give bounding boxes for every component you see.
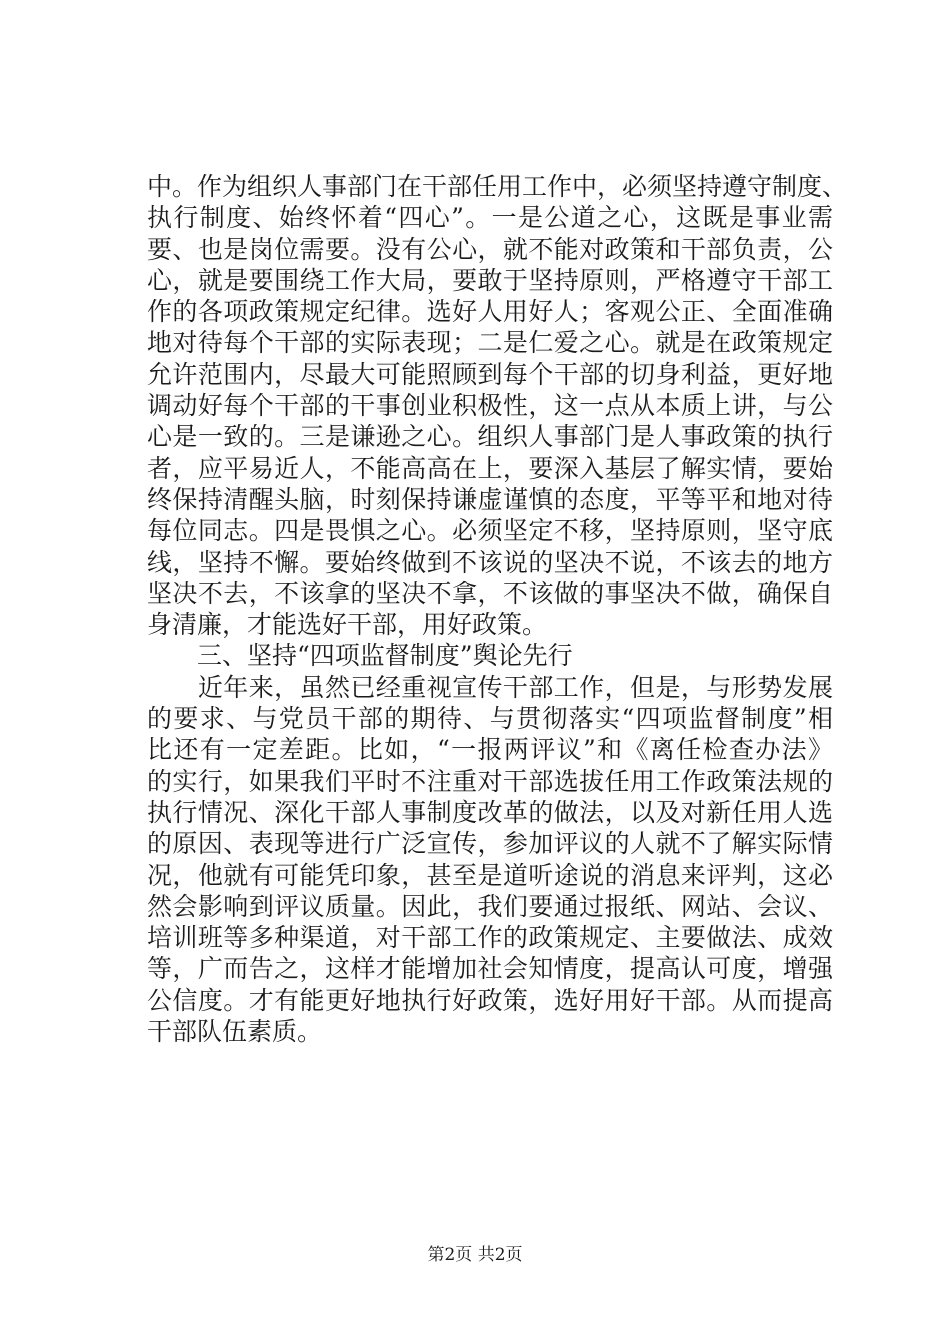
text-line: 然会影响到评议质量。因此，我们要通过报纸、网站、会议、 [147, 891, 833, 921]
text-line: 况，他就有可能凭印象，甚至是道听途说的消息来评判，这必 [147, 860, 833, 890]
text-line: 的原因、表现等进行广泛宣传，参加评议的人就不了解实际情 [147, 829, 833, 859]
text-line: 心是一致的。三是谦逊之心。组织人事部门是人事政策的执行 [147, 422, 833, 452]
page-number: 第2页 共2页 [427, 1245, 523, 1265]
section-heading [147, 640, 833, 671]
text-line: 调动好每个干部的干事创业积极性，这一点从本质上讲，与公 [147, 391, 833, 421]
text-line: 终保持清醒头脑，时刻保持谦虚谨慎的态度，平等平和地对待 [147, 484, 833, 514]
text-line: 比还有一定差距。比如，“一报两评议”和《离任检查办法》 [147, 735, 833, 765]
page-footer [0, 1245, 950, 1265]
text-line: 地对待每个干部的实际表现；二是仁爱之心。就是在政策规定 [147, 328, 833, 358]
text-line: 的实行，如果我们平时不注重对干部选拔任用工作政策法规的 [147, 766, 833, 796]
text-line: 每位同志。四是畏惧之心。必须坚定不移，坚持原则，坚守底 [147, 516, 833, 546]
text-line: 允许范围内，尽最大可能照顾到每个干部的切身利益，更好地 [147, 359, 833, 389]
text-line: 线，坚持不懈。要始终做到不该说的坚决不说，不该去的地方 [147, 547, 833, 577]
text-line: 等，广而告之，这样才能增加社会知情度，提高认可度，增强 [147, 954, 833, 984]
text-line: 要、也是岗位需要。没有公心，就不能对政策和干部负责，公 [147, 234, 833, 264]
text-line: 干部队伍素质。 [147, 1017, 323, 1047]
text-line: 心，就是要围绕工作大局，要敢于坚持原则，严格遵守干部工 [147, 265, 833, 295]
text-line: 中。作为组织人事部门在干部任用工作中，必须坚持遵守制度、 [147, 172, 848, 201]
text-line: 者，应平易近人，不能高高在上，要深入基层了解实情，要始 [147, 453, 833, 483]
text-line: 身清廉，才能选好干部，用好政策。 [147, 610, 548, 640]
text-line: 的要求、与党员干部的期待、与贯彻落实“四项监督制度”相 [147, 704, 833, 734]
text-line: 近年来，虽然已经重视宣传干部工作，但是，与形势发展 [147, 672, 833, 702]
text-line: 执行情况、深化干部人事制度改革的做法，以及对新任用人选 [147, 797, 833, 827]
text-line: 作的各项政策规定纪律。选好人用好人；客观公正、全面准确 [147, 297, 833, 327]
text-line: 执行制度、始终怀着“四心”。一是公道之心，这既是事业需 [147, 203, 833, 233]
document-body [147, 171, 848, 1047]
paragraph-1 [147, 171, 848, 640]
paragraph-2 [147, 672, 833, 1048]
text-line: 坚决不去，不该拿的坚决不拿，不该做的事坚决不做，确保自 [147, 578, 833, 608]
section-heading-text: 三、坚持“四项监督制度”舆论先行 [147, 641, 573, 671]
text-line: 培训班等多种渠道，对干部工作的政策规定、主要做法、成效 [147, 923, 833, 953]
text-line: 公信度。才有能更好地执行好政策，选好用好干部。从而提高 [147, 985, 833, 1015]
